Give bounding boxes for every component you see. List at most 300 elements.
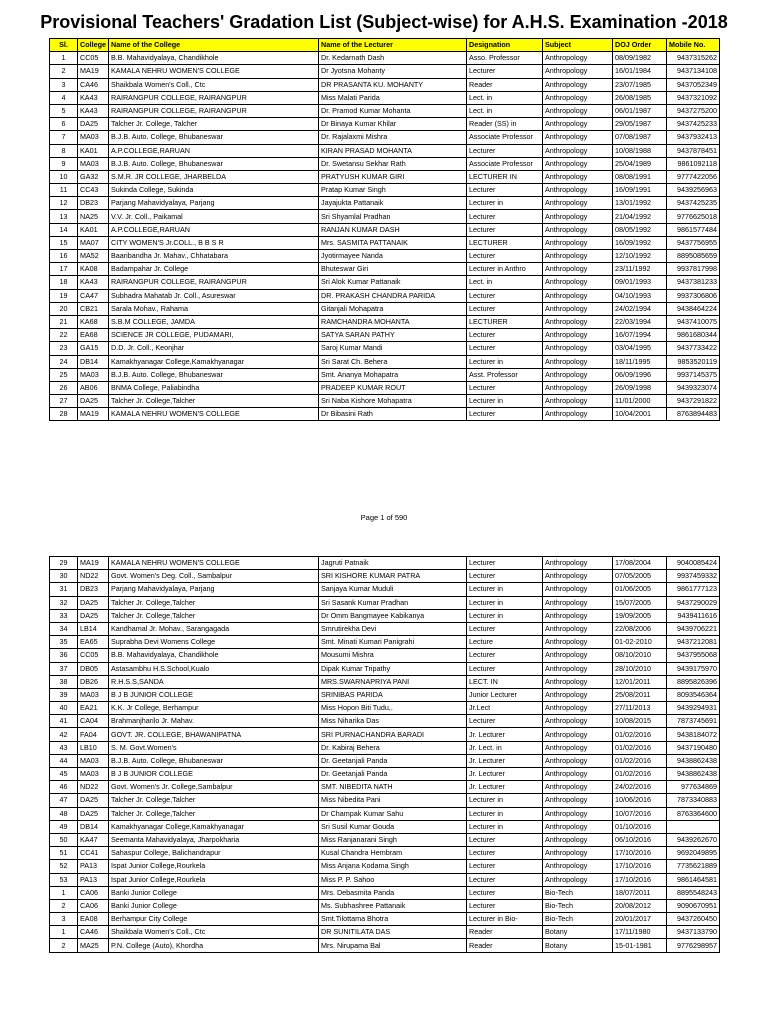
table-row <box>50 820 720 833</box>
cell-sl: 50 <box>50 833 78 846</box>
cell-college-name: KAMALA NEHRU WOMEN'S COLLEGE <box>109 557 319 570</box>
cell-designation: Lecturer <box>467 622 543 635</box>
cell-subject: Anthropology <box>543 662 613 675</box>
cell-sl: 52 <box>50 860 78 873</box>
cell-doj-order: 18/11/1995 <box>613 355 667 368</box>
cell-college-code: DA25 <box>78 609 109 622</box>
cell-subject: Anthropology <box>543 223 613 236</box>
table-row <box>50 250 720 263</box>
cell-sl: 51 <box>50 847 78 860</box>
cell-sl: 7 <box>50 131 78 144</box>
cell-designation: LECTURER <box>467 236 543 249</box>
cell-sl: 6 <box>50 118 78 131</box>
cell-subject: Anthropology <box>543 596 613 609</box>
cell-lecturer-name: PRATYUSH KUMAR GIRI <box>319 170 467 183</box>
cell-sl: 19 <box>50 289 78 302</box>
cell-lecturer-name: Sri Sasank Kumar Pradhan <box>319 596 467 609</box>
cell-college-code: LB14 <box>78 622 109 635</box>
cell-sl: 11 <box>50 184 78 197</box>
cell-designation: Asst. Professor <box>467 368 543 381</box>
cell-sl: 14 <box>50 223 78 236</box>
cell-doj-order: 10/08/2015 <box>613 715 667 728</box>
cell-mobile: 9861092118 <box>667 157 720 170</box>
cell-sl: 40 <box>50 702 78 715</box>
cell-college-code: ND22 <box>78 781 109 794</box>
cell-lecturer-name: Dr. Kedarnath Dash <box>319 52 467 65</box>
cell-doj-order: 25/04/1989 <box>613 157 667 170</box>
cell-doj-order: 13/01/1992 <box>613 197 667 210</box>
cell-college-name: Talcher Jr. College,Talcher <box>109 395 319 408</box>
cell-college-name: D.D. Jr. Coll., Keonjhar <box>109 342 319 355</box>
cell-lecturer-name: Miss Ranjanarani Singh <box>319 833 467 846</box>
cell-mobile: 9437756955 <box>667 236 720 249</box>
cell-lecturer-name: Sanjaya Kumar Muduli <box>319 583 467 596</box>
table-row <box>50 289 720 302</box>
cell-doj-order: 11/01/2000 <box>613 395 667 408</box>
table-row <box>50 728 720 741</box>
cell-college-code: CC43 <box>78 184 109 197</box>
cell-mobile: 9937306806 <box>667 289 720 302</box>
cell-designation: Lecturer <box>467 899 543 912</box>
cell-subject: Anthropology <box>543 263 613 276</box>
cell-subject: Anthropology <box>543 728 613 741</box>
cell-subject: Anthropology <box>543 794 613 807</box>
table-row <box>50 886 720 899</box>
gradation-table-page-1 <box>49 38 720 421</box>
cell-mobile: 9438862438 <box>667 754 720 767</box>
cell-designation: LECTURER IN <box>467 170 543 183</box>
cell-college-code: EA21 <box>78 702 109 715</box>
cell-lecturer-name: Miss Malati Parida <box>319 91 467 104</box>
cell-mobile: 9692049895 <box>667 847 720 860</box>
cell-subject: Anthropology <box>543 408 613 421</box>
cell-college-code: DA25 <box>78 395 109 408</box>
cell-doj-order: 07/05/2005 <box>613 570 667 583</box>
cell-mobile: 9437275200 <box>667 104 720 117</box>
cell-sl: 4 <box>50 91 78 104</box>
cell-mobile: 7873340883 <box>667 794 720 807</box>
cell-doj-order: 25/08/2011 <box>613 688 667 701</box>
cell-sl: 23 <box>50 342 78 355</box>
table-row <box>50 926 720 939</box>
cell-doj-order: 17/11/1980 <box>613 926 667 939</box>
cell-college-code: DB14 <box>78 355 109 368</box>
cell-sl: 3 <box>50 78 78 91</box>
cell-doj-order: 17/10/2016 <box>613 873 667 886</box>
cell-sl: 29 <box>50 557 78 570</box>
cell-lecturer-name: Kusal Chandra Hembram <box>319 847 467 860</box>
table-row <box>50 768 720 781</box>
cell-lecturer-name: Dr. Geetanjali Panda <box>319 768 467 781</box>
cell-subject: Anthropology <box>543 276 613 289</box>
cell-lecturer-name: Sri Naba Kishore Mohapatra <box>319 395 467 408</box>
cell-lecturer-name: Sri Sarat Ch. Behera <box>319 355 467 368</box>
cell-subject: Anthropology <box>543 329 613 342</box>
table-row <box>50 276 720 289</box>
cell-mobile: 9437190480 <box>667 741 720 754</box>
cell-college-code: DB26 <box>78 675 109 688</box>
cell-college-code: DB05 <box>78 662 109 675</box>
cell-designation: Lecturer <box>467 570 543 583</box>
table-row <box>50 170 720 183</box>
column-header-subject: Subject <box>543 39 613 52</box>
cell-college-name: Banki Junior College <box>109 899 319 912</box>
cell-sl: 42 <box>50 728 78 741</box>
table-row <box>50 197 720 210</box>
cell-sl: 1 <box>50 886 78 899</box>
cell-sl: 2 <box>50 939 78 952</box>
cell-college-name: R.H.S.S,SANDA <box>109 675 319 688</box>
cell-subject: Anthropology <box>543 368 613 381</box>
cell-subject: Anthropology <box>543 860 613 873</box>
cell-lecturer-name: RAMCHANDRA MOHANTA <box>319 315 467 328</box>
cell-mobile: 9776625018 <box>667 210 720 223</box>
cell-college-code: MA25 <box>78 939 109 952</box>
cell-sl: 8 <box>50 144 78 157</box>
cell-sl: 53 <box>50 873 78 886</box>
cell-college-code: KA68 <box>78 315 109 328</box>
cell-doj-order: 01/02/2016 <box>613 754 667 767</box>
cell-lecturer-name: Jagruti Patnaik <box>319 557 467 570</box>
table-row <box>50 355 720 368</box>
cell-mobile <box>667 820 720 833</box>
cell-sl: 28 <box>50 408 78 421</box>
cell-mobile: 9439411616 <box>667 609 720 622</box>
cell-mobile: 9937459332 <box>667 570 720 583</box>
cell-sl: 12 <box>50 197 78 210</box>
cell-subject: Anthropology <box>543 741 613 754</box>
cell-college-name: B.B. Mahavidyalaya, Chandikhole <box>109 52 319 65</box>
cell-college-code: DA25 <box>78 807 109 820</box>
cell-subject: Anthropology <box>543 873 613 886</box>
cell-mobile: 9437133790 <box>667 926 720 939</box>
cell-designation: Jr. Lecturer <box>467 754 543 767</box>
cell-subject: Anthropology <box>543 570 613 583</box>
cell-lecturer-name: Dr. Swetansu Sekhar Rath <box>319 157 467 170</box>
cell-doj-order: 10/04/2001 <box>613 408 667 421</box>
cell-mobile: 9437291822 <box>667 395 720 408</box>
cell-designation: Lecturer <box>467 649 543 662</box>
cell-college-code: CA46 <box>78 926 109 939</box>
cell-sl: 49 <box>50 820 78 833</box>
cell-college-name: B.J.B. Auto. College, Bhubaneswar <box>109 754 319 767</box>
table-row <box>50 649 720 662</box>
cell-college-name: RAIRANGPUR COLLEGE, RAIRANGPUR <box>109 91 319 104</box>
cell-designation: Lecturer <box>467 210 543 223</box>
column-header-college: College <box>78 39 109 52</box>
table-row <box>50 144 720 157</box>
cell-sl: 32 <box>50 596 78 609</box>
cell-sl: 39 <box>50 688 78 701</box>
table-row <box>50 557 720 570</box>
cell-doj-order: 15/07/2005 <box>613 596 667 609</box>
cell-sl: 41 <box>50 715 78 728</box>
cell-mobile: 8895548243 <box>667 886 720 899</box>
cell-doj-order: 08/10/2010 <box>613 649 667 662</box>
cell-designation: Lecturer <box>467 833 543 846</box>
cell-doj-order: 17/10/2016 <box>613 860 667 873</box>
cell-mobile: 9861777123 <box>667 583 720 596</box>
cell-college-name: B J B JUNIOR COLLEGE <box>109 688 319 701</box>
cell-doj-order: 03/04/1995 <box>613 342 667 355</box>
cell-college-code: LB10 <box>78 741 109 754</box>
cell-lecturer-name: SRI KISHORE KUMAR PATRA <box>319 570 467 583</box>
cell-lecturer-name: Dr Binaya Kumar Khilar <box>319 118 467 131</box>
cell-college-code: AB06 <box>78 381 109 394</box>
cell-doj-order: 26/08/1985 <box>613 91 667 104</box>
cell-subject: Anthropology <box>543 688 613 701</box>
cell-college-code: CC41 <box>78 847 109 860</box>
column-header-doj-order: DOJ Order <box>613 39 667 52</box>
cell-lecturer-name: Miss Nibedita Pani <box>319 794 467 807</box>
cell-designation: Lecturer <box>467 289 543 302</box>
cell-sl: 45 <box>50 768 78 781</box>
cell-designation: Reader <box>467 78 543 91</box>
cell-college-name: Astasambhu H.S.School,Kualo <box>109 662 319 675</box>
cell-college-code: MA03 <box>78 688 109 701</box>
table-row <box>50 342 720 355</box>
cell-doj-order: 08/09/1982 <box>613 52 667 65</box>
cell-subject: Anthropology <box>543 197 613 210</box>
cell-sl: 3 <box>50 913 78 926</box>
cell-college-code: DB14 <box>78 820 109 833</box>
cell-college-name: CITY WOMEN'S Jr.COLL., B B S R <box>109 236 319 249</box>
cell-mobile: 9438862438 <box>667 768 720 781</box>
cell-sl: 31 <box>50 583 78 596</box>
cell-college-code: PA13 <box>78 860 109 873</box>
gradation-table-page-2 <box>49 556 720 953</box>
cell-mobile: 9777422056 <box>667 170 720 183</box>
cell-college-name: Ispat Junior College,Rourkela <box>109 860 319 873</box>
cell-college-code: CB21 <box>78 302 109 315</box>
cell-sl: 1 <box>50 926 78 939</box>
cell-lecturer-name: DR PRASANTA KU. MOHANTY <box>319 78 467 91</box>
cell-mobile: 9937817998 <box>667 263 720 276</box>
cell-sl: 17 <box>50 263 78 276</box>
cell-lecturer-name: SATYA SARAN PATHY <box>319 329 467 342</box>
cell-sl: 21 <box>50 315 78 328</box>
cell-sl: 37 <box>50 662 78 675</box>
cell-lecturer-name: Dr Jyotsna Mohanty <box>319 65 467 78</box>
cell-college-code: KA01 <box>78 223 109 236</box>
cell-sl: 34 <box>50 622 78 635</box>
cell-sl: 1 <box>50 52 78 65</box>
table-row <box>50 381 720 394</box>
cell-subject: Anthropology <box>543 289 613 302</box>
cell-mobile: 9438464224 <box>667 302 720 315</box>
cell-lecturer-name: Saroj Kumar Mandi <box>319 342 467 355</box>
cell-lecturer-name: Jyotirmayee Nanda <box>319 250 467 263</box>
cell-designation: Lecturer <box>467 408 543 421</box>
cell-subject: Botany <box>543 939 613 952</box>
table-row <box>50 860 720 873</box>
cell-designation: Lecturer in <box>467 583 543 596</box>
cell-designation: Lecturer <box>467 662 543 675</box>
cell-designation: Lecturer <box>467 860 543 873</box>
cell-mobile: 9437315262 <box>667 52 720 65</box>
cell-designation: Junior Lecturer <box>467 688 543 701</box>
cell-lecturer-name: SMT. NIBEDITA NATH <box>319 781 467 794</box>
cell-subject: Anthropology <box>543 355 613 368</box>
cell-designation: Lecturer in <box>467 807 543 820</box>
cell-lecturer-name: Mrs. SASMITA PATTANAIK <box>319 236 467 249</box>
cell-subject: Anthropology <box>543 144 613 157</box>
cell-subject: Anthropology <box>543 807 613 820</box>
cell-college-code: MA19 <box>78 408 109 421</box>
cell-designation: Lecturer <box>467 873 543 886</box>
cell-college-name: Parjang Mahavidyalaya, Parjang <box>109 197 319 210</box>
cell-sl: 10 <box>50 170 78 183</box>
cell-sl: 36 <box>50 649 78 662</box>
cell-doj-order: 10/07/2016 <box>613 807 667 820</box>
cell-college-name: Parjang Mahavidyalaya, Parjang <box>109 583 319 596</box>
cell-mobile: 9861680344 <box>667 329 720 342</box>
cell-college-name: Shaikbala Women's Coll., Ctc <box>109 926 319 939</box>
table-row <box>50 223 720 236</box>
cell-doj-order: 23/07/1985 <box>613 78 667 91</box>
cell-college-code: MA03 <box>78 131 109 144</box>
cell-designation: Lect. in <box>467 104 543 117</box>
cell-subject: Botany <box>543 926 613 939</box>
table-row <box>50 702 720 715</box>
cell-college-name: Kamakhyanagar College,Kamakhyanagar <box>109 355 319 368</box>
cell-sl: 46 <box>50 781 78 794</box>
cell-subject: Anthropology <box>543 781 613 794</box>
cell-college-name: K.K. Jr College, Berhampur <box>109 702 319 715</box>
cell-subject: Anthropology <box>543 131 613 144</box>
cell-lecturer-name: Mousumi Mishra <box>319 649 467 662</box>
cell-college-code: DA25 <box>78 596 109 609</box>
cell-college-code: MA03 <box>78 768 109 781</box>
table-row <box>50 636 720 649</box>
cell-subject: Anthropology <box>543 104 613 117</box>
cell-sl: 44 <box>50 754 78 767</box>
cell-doj-order: 10/08/1988 <box>613 144 667 157</box>
cell-college-code: EA68 <box>78 329 109 342</box>
table-row <box>50 210 720 223</box>
cell-college-code: DA25 <box>78 118 109 131</box>
cell-college-code: CA06 <box>78 886 109 899</box>
cell-college-name: Shaikbala Women's Coll., Ctc <box>109 78 319 91</box>
table-row <box>50 52 720 65</box>
cell-sl: 30 <box>50 570 78 583</box>
cell-subject: Anthropology <box>543 91 613 104</box>
cell-doj-order: 17/10/2016 <box>613 847 667 860</box>
cell-doj-order: 29/05/1987 <box>613 118 667 131</box>
cell-lecturer-name: Dipak Kumar Tripathy <box>319 662 467 675</box>
table-row <box>50 408 720 421</box>
cell-college-code: GA15 <box>78 342 109 355</box>
cell-designation: Lecturer in <box>467 596 543 609</box>
cell-sl: 27 <box>50 395 78 408</box>
cell-lecturer-name: Smrutirekha Devi <box>319 622 467 635</box>
cell-doj-order: 16/01/1984 <box>613 65 667 78</box>
cell-lecturer-name: Sri Alok Kumar Pattanaik <box>319 276 467 289</box>
table-row <box>50 118 720 131</box>
cell-college-code: CA06 <box>78 899 109 912</box>
table-row <box>50 131 720 144</box>
cell-lecturer-name: Dr Omm Bangmayee Kabikanya <box>319 609 467 622</box>
cell-doj-order: 18/07/2011 <box>613 886 667 899</box>
cell-doj-order: 22/03/1994 <box>613 315 667 328</box>
cell-college-name: B.B. Mahavidyalaya, Chandikhole <box>109 649 319 662</box>
page-footer: Page 1 of 590 <box>360 513 408 522</box>
cell-college-name: Brahmanjharilo Jr. Mahav. <box>109 715 319 728</box>
cell-subject: Anthropology <box>543 302 613 315</box>
cell-subject: Bio-Tech <box>543 899 613 912</box>
cell-subject: Anthropology <box>543 118 613 131</box>
cell-lecturer-name: Smt. Ananya Mohapatra <box>319 368 467 381</box>
cell-subject: Anthropology <box>543 609 613 622</box>
cell-college-code: CA47 <box>78 289 109 302</box>
table-row <box>50 794 720 807</box>
cell-doj-order: 12/01/2011 <box>613 675 667 688</box>
cell-college-name: Ispat Junior College,Rourkela <box>109 873 319 886</box>
cell-college-code: EA65 <box>78 636 109 649</box>
cell-mobile: 977634869 <box>667 781 720 794</box>
cell-designation: Lecturer <box>467 847 543 860</box>
column-header-mobile: Mobile No. <box>667 39 720 52</box>
cell-college-code: KA43 <box>78 276 109 289</box>
cell-doj-order: 08/08/1991 <box>613 170 667 183</box>
cell-doj-order: 17/08/2004 <box>613 557 667 570</box>
cell-college-name: Badampahar Jr. College <box>109 263 319 276</box>
cell-designation: Lecturer in Anthro <box>467 263 543 276</box>
cell-college-code: ND22 <box>78 570 109 583</box>
cell-designation: Associate Professor <box>467 157 543 170</box>
cell-doj-order: 15-01-1981 <box>613 939 667 952</box>
cell-doj-order: 24/02/2016 <box>613 781 667 794</box>
cell-mobile: 9439323074 <box>667 381 720 394</box>
cell-lecturer-name: Dr Champak Kumar Sahu <box>319 807 467 820</box>
cell-mobile: 9437260450 <box>667 913 720 926</box>
cell-subject: Bio-Tech <box>543 886 613 899</box>
cell-designation: Lecture <box>467 636 543 649</box>
table-row <box>50 104 720 117</box>
cell-lecturer-name: Miss Anjana Kodama Singh <box>319 860 467 873</box>
column-header-designation: Designation <box>467 39 543 52</box>
table-row <box>50 833 720 846</box>
cell-college-name: S. M. Govt.Women's <box>109 741 319 754</box>
cell-designation: Jr.Lect <box>467 702 543 715</box>
cell-subject: Bio-Tech <box>543 913 613 926</box>
cell-lecturer-name: Dr. Rajalaxmi Mishra <box>319 131 467 144</box>
table-row <box>50 873 720 886</box>
cell-college-name: S.M.R. JR COLLEGE, JHARBELDA <box>109 170 319 183</box>
table-row <box>50 91 720 104</box>
cell-doj-order: 08/05/1992 <box>613 223 667 236</box>
cell-mobile: 9437425233 <box>667 118 720 131</box>
cell-lecturer-name: Dr Bibasini Rath <box>319 408 467 421</box>
cell-mobile: 9439256963 <box>667 184 720 197</box>
cell-mobile: 9437212081 <box>667 636 720 649</box>
cell-college-code: CC05 <box>78 649 109 662</box>
cell-college-code: DB23 <box>78 197 109 210</box>
cell-college-name: Berhampur City College <box>109 913 319 926</box>
cell-mobile: 9437932413 <box>667 131 720 144</box>
cell-mobile: 9861577484 <box>667 223 720 236</box>
cell-college-name: Sukinda College, Sukinda <box>109 184 319 197</box>
cell-college-name: Suprabha Devi Womens College <box>109 636 319 649</box>
cell-doj-order: 06/09/1996 <box>613 368 667 381</box>
cell-sl: 18 <box>50 276 78 289</box>
column-header-college-name: Name of the College <box>109 39 319 52</box>
cell-subject: Anthropology <box>543 636 613 649</box>
cell-mobile: 9437733422 <box>667 342 720 355</box>
cell-sl: 16 <box>50 250 78 263</box>
column-header-lecturer-name: Name of the Lecturer <box>319 39 467 52</box>
cell-mobile: 9439294931 <box>667 702 720 715</box>
